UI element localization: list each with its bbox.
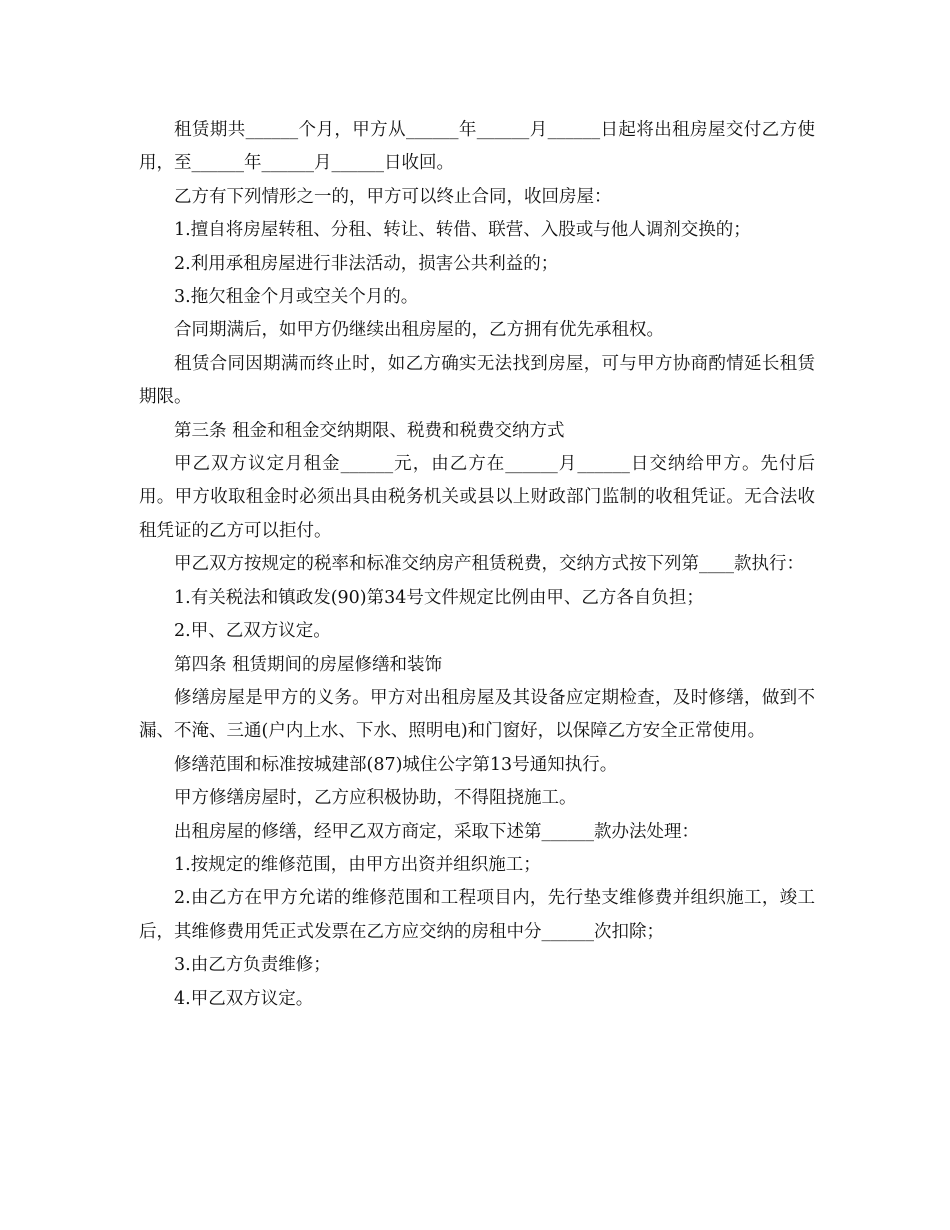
paragraph-monthly-rent: 甲乙双方议定月租金______元，由乙方在______月______日交纳给甲方。先付后用。甲方收取租金时必须出具由税务机关或县以上财政部门监制的收租凭证。无合法收租凭证的乙方可以拒付。 xyxy=(139,454,815,541)
paragraph-lease-term: 租赁期共______个月，甲方从______年______月______日起将出租房屋交付乙方使用，至______年______月______日收回。 xyxy=(139,120,815,174)
paragraph-termination-conditions: 乙方有下列情形之一的，甲方可以终止合同，收回房屋： xyxy=(174,186,612,207)
section-heading-article-3: 第三条 租金和租金交纳期限、税费和税费交纳方式 xyxy=(174,420,565,441)
paragraph-repair-item-2: 2.由乙方在甲方允诺的维修范围和工程项目内，先行垫支维修费并组织施工，竣工后，其维修费用凭正式发票在乙方应交纳的房租中分______次扣除； xyxy=(139,888,815,942)
document-body xyxy=(139,114,815,1016)
paragraph-tax-payment: 甲乙双方按规定的税率和标准交纳房产租赁税费，交纳方式按下列第____款执行： xyxy=(174,554,804,575)
paragraph-lease-extension: 租赁合同因期满而终止时，如乙方确实无法找到房屋，可与甲方协商酌情延长租赁期限。 xyxy=(139,353,815,408)
paragraph-repair-obligation: 修缮房屋是甲方的义务。甲方对出租房屋及其设备应定期检查，及时修缮，做到不漏、不淹、三通(户内上水、下水、照明电)和门窗好，以保障乙方安全正常使用。 xyxy=(139,687,815,742)
paragraph-repair-cooperation: 甲方修缮房屋时，乙方应积极协助，不得阻挠施工。 xyxy=(174,788,577,809)
paragraph-termination-item-1: 1.擅自将房屋转租、分租、转让、转借、联营、入股或与他人调剂交换的； xyxy=(174,220,751,241)
paragraph-repair-item-4: 4.甲乙双方议定。 xyxy=(174,988,314,1009)
paragraph-priority-renewal: 合同期满后，如甲方仍继续出租房屋的，乙方拥有优先承租权。 xyxy=(174,320,664,341)
paragraph-repair-standard: 修缮范围和标准按城建部(87)城住公字第13号通知执行。 xyxy=(174,754,618,775)
paragraph-tax-item-1: 1.有关税法和镇政发(90)第34号文件规定比例由甲、乙方各自负担； xyxy=(174,587,704,608)
section-heading-article-4: 第四条 租赁期间的房屋修缮和装饰 xyxy=(174,654,443,675)
paragraph-repair-method: 出租房屋的修缮，经甲乙双方商定，采取下述第______款办法处理： xyxy=(174,821,699,842)
paragraph-tax-item-2: 2.甲、乙双方议定。 xyxy=(174,621,331,642)
paragraph-repair-item-3: 3.由乙方负责维修； xyxy=(174,955,331,976)
paragraph-repair-item-1: 1.按规定的维修范围，由甲方出资并组织施工； xyxy=(174,854,541,875)
paragraph-termination-item-3: 3.拖欠租金个月或空关个月的。 xyxy=(174,287,419,308)
paragraph-termination-item-2: 2.利用承租房屋进行非法活动，损害公共利益的； xyxy=(174,253,559,274)
